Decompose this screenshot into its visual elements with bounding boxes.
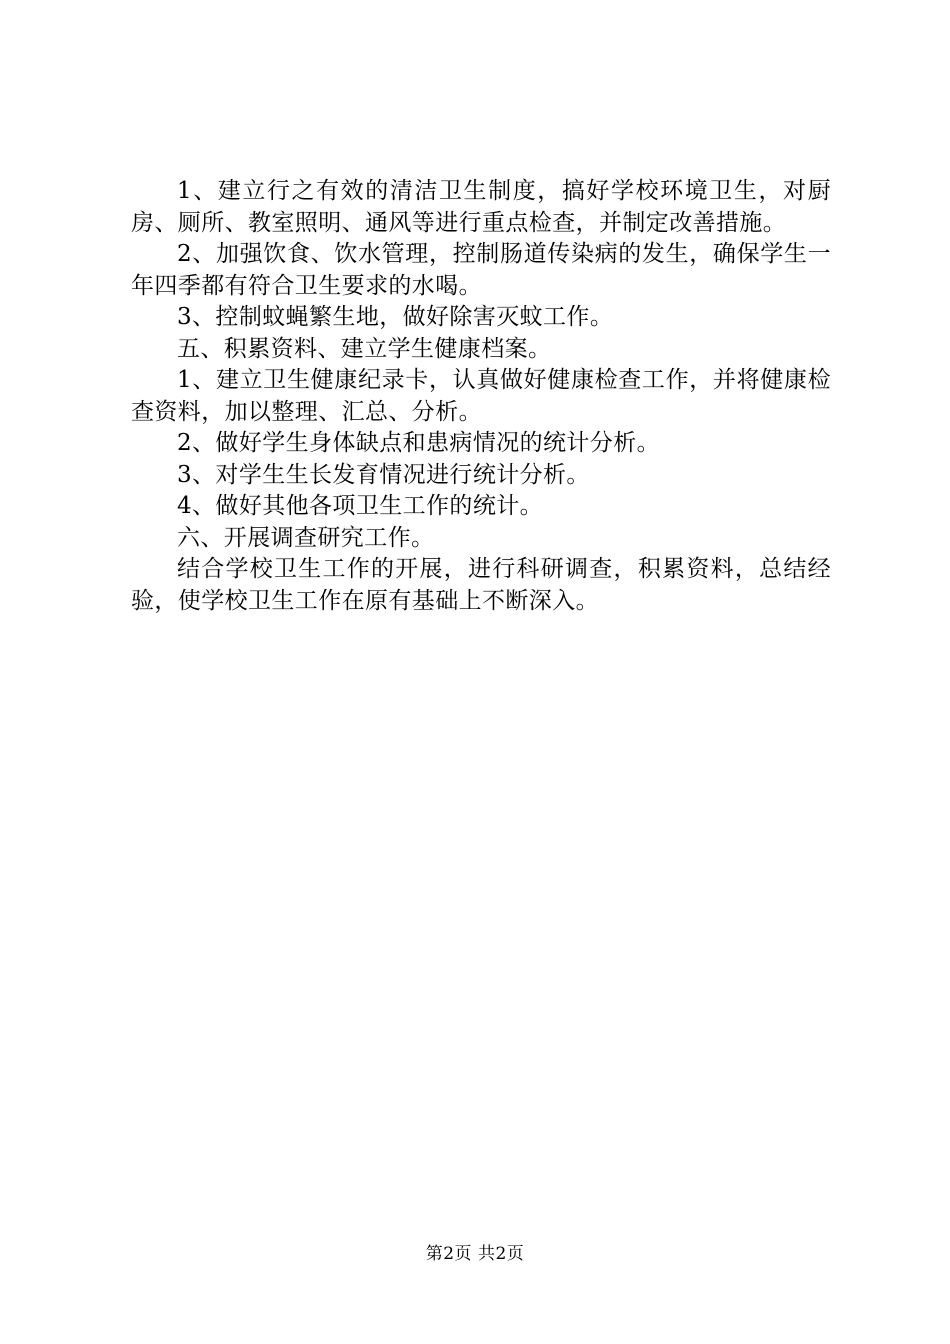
document-body	[131, 176, 831, 617]
section-heading-research: 六、开展调查研究工作。	[177, 524, 435, 551]
paragraph-measure-food-water: 2、加强饮食、饮水管理，控制肠道传染病的发生，确保学生一年四季都有符合卫生要求的水喝。	[131, 241, 831, 299]
paragraph-health-card: 1、建立卫生健康纪录卡，认真做好健康检查工作，并将健康检查资料，加以整理、汇总、分析。	[131, 367, 831, 425]
paragraph-research-summary: 结合学校卫生工作的开展，进行科研调查，积累资料，总结经验，使学校卫生工作在原有基础上不断深入。	[131, 556, 831, 614]
paragraph-defect-statistics: 2、做好学生身体缺点和患病情况的统计分析。	[177, 430, 661, 456]
paragraph-measure-cleaning: 1、建立行之有效的清洁卫生制度，搞好学校环境卫生，对厨房、厕所、教室照明、通风等进行重点检查，并制定改善措施。	[131, 178, 831, 236]
paragraph-growth-statistics: 3、对学生生长发育情况进行统计分析。	[177, 461, 590, 488]
section-heading-health-records: 五、积累资料、建立学生健康档案。	[177, 335, 552, 362]
paragraph-measure-mosquito: 3、控制蚊蝇繁生地，做好除害灭蚊工作。	[177, 304, 614, 330]
page-number-footer: 第2页 共2页	[425, 1244, 525, 1264]
paragraph-other-statistics: 4、做好其他各项卫生工作的统计。	[177, 493, 544, 519]
